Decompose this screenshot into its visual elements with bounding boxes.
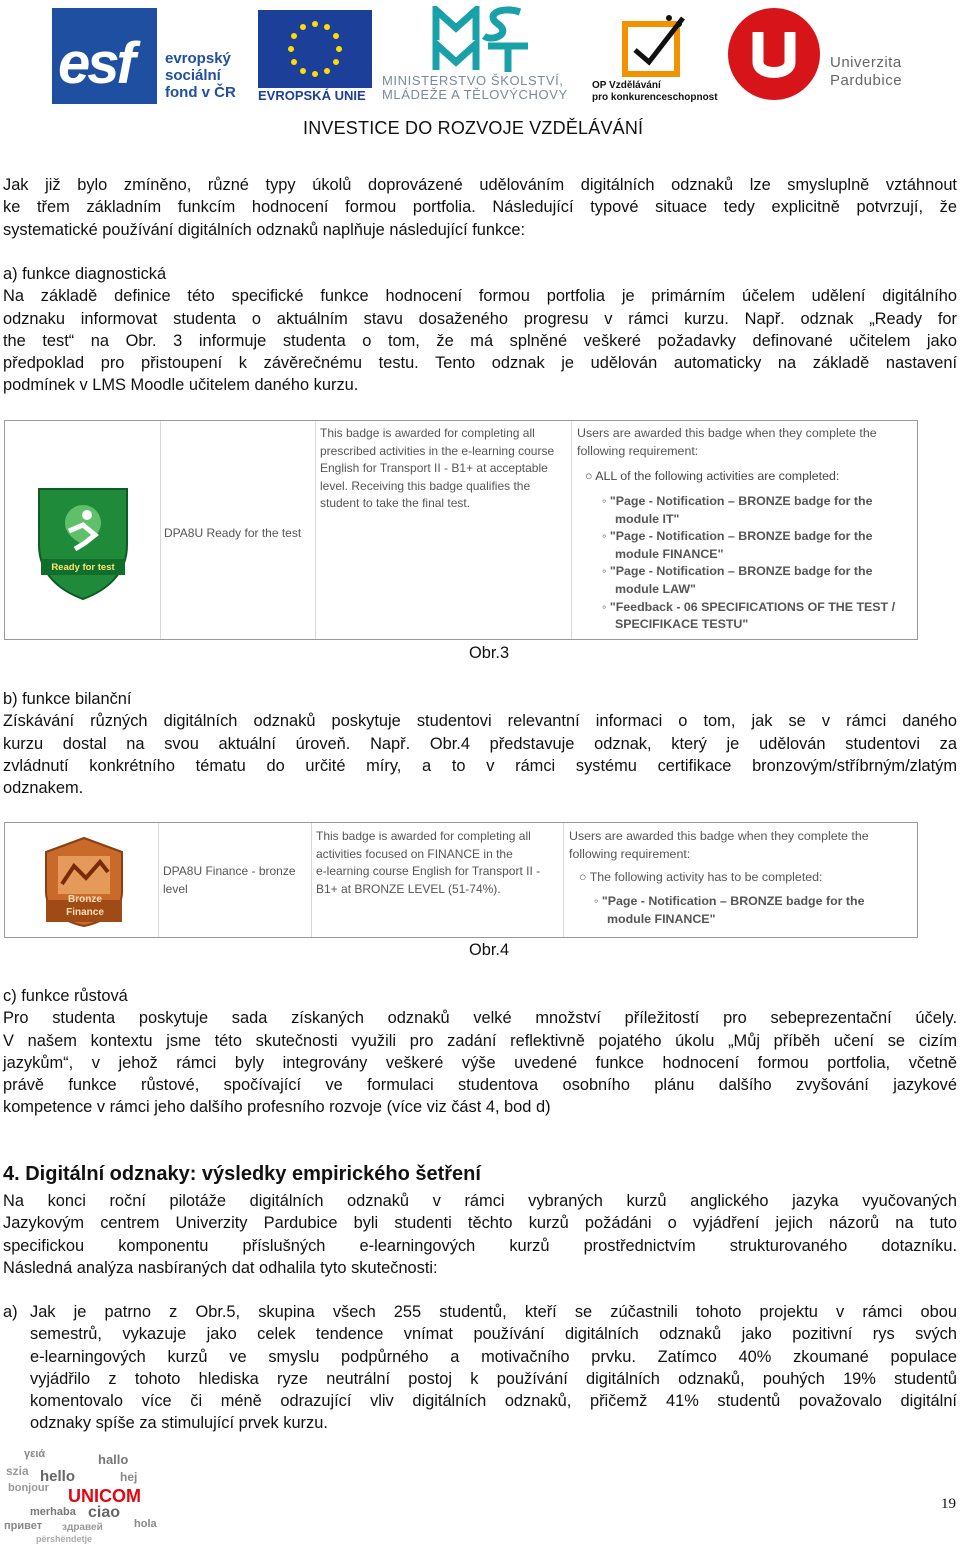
figure-3-badge-table: [4, 420, 918, 640]
fig4-req-intro: [569, 828, 869, 863]
fig3-req-item: [602, 493, 895, 528]
cloud-word-unicom: UNICOM: [68, 1486, 141, 1506]
msmt-logo-icon: [432, 6, 532, 74]
fig3-description-cell: [315, 421, 572, 639]
esf-word-3: fond v ČR: [165, 84, 236, 101]
fig4-desc-line: This badge is awarded for completing all: [316, 829, 531, 843]
section-4-line: Na konci roční pilotáže digitálních odznaků v rámci vybraných kurzů anglického jazyka vyučovaných: [3, 1192, 957, 1210]
section-4-heading: 4. Digitální odznaky: výsledky empirického šetření: [3, 1163, 481, 1185]
item-a-label: a): [3, 1303, 18, 1321]
fig3-req-item-line: module FINANCE": [615, 546, 724, 561]
fig4-ribbon-line: Bronze: [68, 894, 102, 905]
item-a-line: vyjádřilo z tohoto hlediska ryze neutrální postoj k používání digitálních odznaků, pouhých 19% studentů: [30, 1369, 957, 1388]
section-c: [3, 985, 957, 1119]
fig3-req-item: [602, 599, 896, 634]
fig3-req-item-line: "Page - Notification – BRONZE badge for the: [609, 529, 873, 544]
section-a-title: a) funkce diagnostická: [3, 265, 167, 283]
fig4-req-intro-line: Users are awarded this badge when they complete the: [569, 829, 869, 843]
fig3-req-intro: [577, 425, 877, 460]
fig3-requirements-cell: [571, 421, 917, 639]
bullet-icon: ◦: [594, 894, 602, 908]
fig4-badge-name: [163, 863, 296, 898]
fig4-req-item-line: module FINANCE": [607, 911, 716, 926]
item-a-line: e-learningových kurzů ve smyslu podpůrného a motivačního prvku. Zatímco 40% zkoumané populace: [30, 1347, 957, 1366]
fig3-req-intro-line: Users are awarded this badge when they complete the: [577, 426, 877, 440]
section-a-line: the test“ na Obr. 3 informuje studenta o tom, že má splněné veškeré požadavky definované učitelem jako: [3, 331, 957, 350]
fig4-req-line: [579, 869, 823, 887]
fig3-desc-line: prescribed activities in the e-learning course: [320, 443, 555, 458]
figure-4-caption: Obr.4: [469, 941, 510, 959]
fig3-name-cell: [160, 421, 316, 639]
esf-logo-text: esf: [58, 31, 133, 96]
bullet-icon: ◦: [602, 529, 610, 544]
section-4-line: Následná analýza nasbíraných dat odhalila tyto skutečnosti:: [3, 1258, 438, 1277]
upa-line-2: Pardubice: [830, 72, 903, 89]
upa-label: [830, 54, 902, 90]
fig4-req-intro-line: following requirement:: [569, 846, 691, 861]
cloud-word: bonjour: [8, 1482, 49, 1494]
esf-word-1: evropský: [165, 50, 231, 67]
section-c-line: V našem kontextu jsme této skutečnosti využili pro zadání reflektivně pojatého úkolu „Můj příběh učení se cizím: [3, 1031, 957, 1050]
fig3-req-list: [602, 493, 896, 634]
fig3-badge-cell: [5, 421, 161, 639]
section-b-line: kurzu dostal na svou aktuální úroveň. Např. Obr.4 představuje odznak, který je udělován studentovi za: [3, 734, 957, 753]
fig3-req-all-text: ALL of the following activities are completed:: [595, 469, 840, 483]
fig3-req-item-line: SPECIFIKACE TESTU": [615, 617, 749, 632]
intro-line: systematické používání digitálních odznaků naplňuje následující funkce:: [3, 220, 526, 239]
section-a-line: podmínek v LMS Moodle učitelem daného kurzu.: [3, 376, 359, 395]
fig3-req-all: [585, 468, 839, 486]
item-a-line: semestrů, vykazuje jako celek tendence vnímat používání digitálních odznaků jako pozitivní rys svých: [30, 1325, 957, 1344]
fig3-badge-ribbon: Ready for test: [51, 562, 115, 573]
fig3-description: [320, 425, 554, 513]
upa-logo-icon: [728, 8, 820, 100]
fig4-description: [316, 828, 540, 898]
section-b-line: Získávání různých digitálních odznaků poskytuje studentovi relevantní informaci o tom, jak se v rámci daného: [3, 712, 957, 731]
op-line-2: pro konkurenceschopnost: [592, 92, 718, 103]
fig4-badge-ribbon: [41, 893, 129, 919]
cloud-word: привет: [4, 1520, 43, 1532]
cloud-word: γειά: [24, 1448, 46, 1460]
section-c-title: c) funkce růstová: [3, 987, 128, 1005]
item-a-line: komentovalo více či méně odrazující vliv digitálních odznaků, přičemž 41% studentů považovalo digitální: [30, 1392, 957, 1411]
fig4-ribbon-line: Finance: [66, 907, 104, 918]
cloud-word: përshëndetje: [36, 1534, 93, 1544]
fig3-req-item: [602, 563, 895, 598]
cloud-word: hello: [40, 1468, 76, 1485]
fig4-name-line: DPA8U Finance - bronze: [163, 864, 296, 878]
section-a-line: Na základě definice této specifické funkce hodnocení formou portfolia je primárním účelem udělení digitálního: [3, 287, 957, 306]
cloud-word: ciao: [88, 1504, 121, 1521]
op-label: [592, 80, 718, 104]
cloud-word: merhaba: [30, 1506, 76, 1518]
section-c-line: jazykům“, v jehož rámci byly integrovány veškeré výše uvedené funkce hodnocení formou portfolia, včetně: [3, 1053, 957, 1072]
fig3-desc-line: This badge is awarded for completing all: [320, 426, 535, 440]
bullet-icon: ◦: [602, 494, 610, 508]
item-a-line: odznaky spíše za stimulující prvek kurzu.: [30, 1414, 328, 1433]
fig4-name-cell: [158, 823, 312, 937]
section-b: [3, 688, 957, 799]
item-a-line: Jak je patrno z Obr.5, skupina všech 255 studentů, kteří se zúčastnili tohoto projektu v rámci obou: [30, 1303, 957, 1321]
esf-logo-words: [165, 50, 236, 101]
fig3-desc-line: English for Transport II - B1+ at acceptable: [320, 461, 548, 476]
section-a: [3, 263, 957, 397]
section-4-line: specifickou komponentu příslušných e-learningových kurzů prostřednictvím strukturovaného dotazníku.: [3, 1236, 957, 1255]
msmt-line-1: MINISTERSTVO ŠKOLSTVÍ,: [382, 73, 564, 88]
fig4-requirements-cell: [563, 823, 917, 937]
op-line-1: OP Vzdělávání: [592, 80, 661, 91]
fig3-req-item-line: "Page - Notification – BRONZE badge for the: [609, 494, 873, 508]
header-tagline: INVESTICE DO ROZVOJE VZDĚLÁVÁNÍ: [303, 118, 644, 138]
eu-flag-icon: [258, 10, 372, 88]
op-logo-icon: [617, 12, 693, 82]
fig3-req-item-line: "Page - Notification – BRONZE badge for the: [609, 564, 873, 579]
fig4-badge-cell: [5, 823, 159, 937]
fig4-description-cell: [311, 823, 564, 937]
cloud-word: hej: [120, 1470, 138, 1484]
section-a-line: předpoklad pro přistoupení k závěrečnému testu. Tento odznak je udělován automaticky na základě nastavení: [3, 354, 957, 373]
cloud-word: szia: [6, 1464, 29, 1478]
upa-line-1: Univerzita: [830, 54, 902, 71]
fig4-req-line-text: The following activity has to be completed:: [589, 870, 823, 884]
section-b-line: zvládnutí konkrétního tématu do určité míry, a to v rámci systému certifikace bronzovým/stříbrným/zlatým: [3, 756, 957, 775]
fig4-name-line: level: [163, 881, 188, 896]
figure-3-caption: Obr.3: [469, 644, 510, 662]
fig3-desc-line: level. Receiving this badge qualifies the: [320, 478, 531, 493]
fig4-desc-line: e-learning course English for Transport II -: [316, 864, 541, 879]
fig4-desc-line: activities focused on FINANCE in the: [316, 846, 513, 861]
fig4-req-item: [594, 893, 865, 928]
fig4-desc-line: B1+ at BRONZE LEVEL (51-74%).: [316, 881, 501, 896]
section-c-line: Pro studenta poskytuje sada získaných odznaků velké množství příležitostí pro sebeprezentační účely.: [3, 1009, 957, 1028]
intro-paragraph: [3, 174, 957, 241]
cloud-word: здравей: [62, 1522, 103, 1533]
section-4-line: Jazykovým centrem Univerzity Pardubice byli studenti těchto kurzů požádáni o vyjádření jejich názorů na tuto: [3, 1214, 957, 1233]
msmt-label: [382, 74, 568, 102]
intro-line: Jak již bylo zmíněno, různé typy úkolů doprovázené udělováním digitálních odznaků lze smysluplně vztáhnout: [3, 176, 957, 194]
bullet-icon: ○: [585, 469, 596, 483]
eu-label: EVROPSKÁ UNIE: [258, 88, 366, 103]
ready-for-test-badge-icon: [35, 485, 131, 601]
fig3-req-intro-line: following requirement:: [577, 443, 699, 458]
fig3-req-item-line: module LAW": [615, 581, 696, 596]
page-number: 19: [941, 1496, 956, 1512]
section-c-line: kompetence v rámci jeho dalšího profesního rozvoje (více viz část 4, bod d): [3, 1098, 551, 1117]
bullet-icon: ○: [579, 870, 590, 884]
bullet-icon: ◦: [602, 564, 610, 579]
fig3-req-item: [602, 528, 895, 563]
fig3-req-item-line: module IT": [615, 511, 680, 526]
cloud-word: hola: [134, 1518, 157, 1530]
esf-word-2: sociální: [165, 67, 221, 84]
section-4-paragraph: [3, 1190, 957, 1279]
section-b-title: b) funkce bilanční: [3, 690, 132, 708]
bullet-icon: ◦: [602, 599, 610, 614]
msmt-line-2: MLÁDEŽE A TĚLOVÝCHOVY: [382, 87, 568, 102]
section-c-line: právě funkce růstové, spočívající ve formulaci studentova osobního plánu dalšího zvyšování jazykové: [3, 1076, 957, 1095]
intro-line: ke třem základním funkcím hodnocení formou portfolia. Následující typové situace tedy explicitně potvrzují, že: [3, 198, 957, 217]
item-a-paragraph: [30, 1301, 957, 1435]
cloud-word: hallo: [98, 1452, 129, 1467]
fig3-desc-line: student to take the final test.: [320, 496, 471, 511]
unicom-word-cloud-logo: [2, 1446, 182, 1546]
fig3-req-item-line: "Feedback - 06 SPECIFICATIONS OF THE TEST /: [609, 599, 896, 614]
figure-4-badge-table: [4, 822, 918, 938]
section-b-line: odznakem.: [3, 779, 84, 798]
section-a-line: odznaku informovat studenta o aktuálním stavu dosaženého progresu v rámci kurzu. Např. odznak „Ready for: [3, 309, 957, 328]
fig3-badge-name: DPA8U Ready for the test: [164, 526, 302, 540]
fig4-req-item-line: "Page - Notification – BRONZE badge for the: [601, 894, 865, 908]
